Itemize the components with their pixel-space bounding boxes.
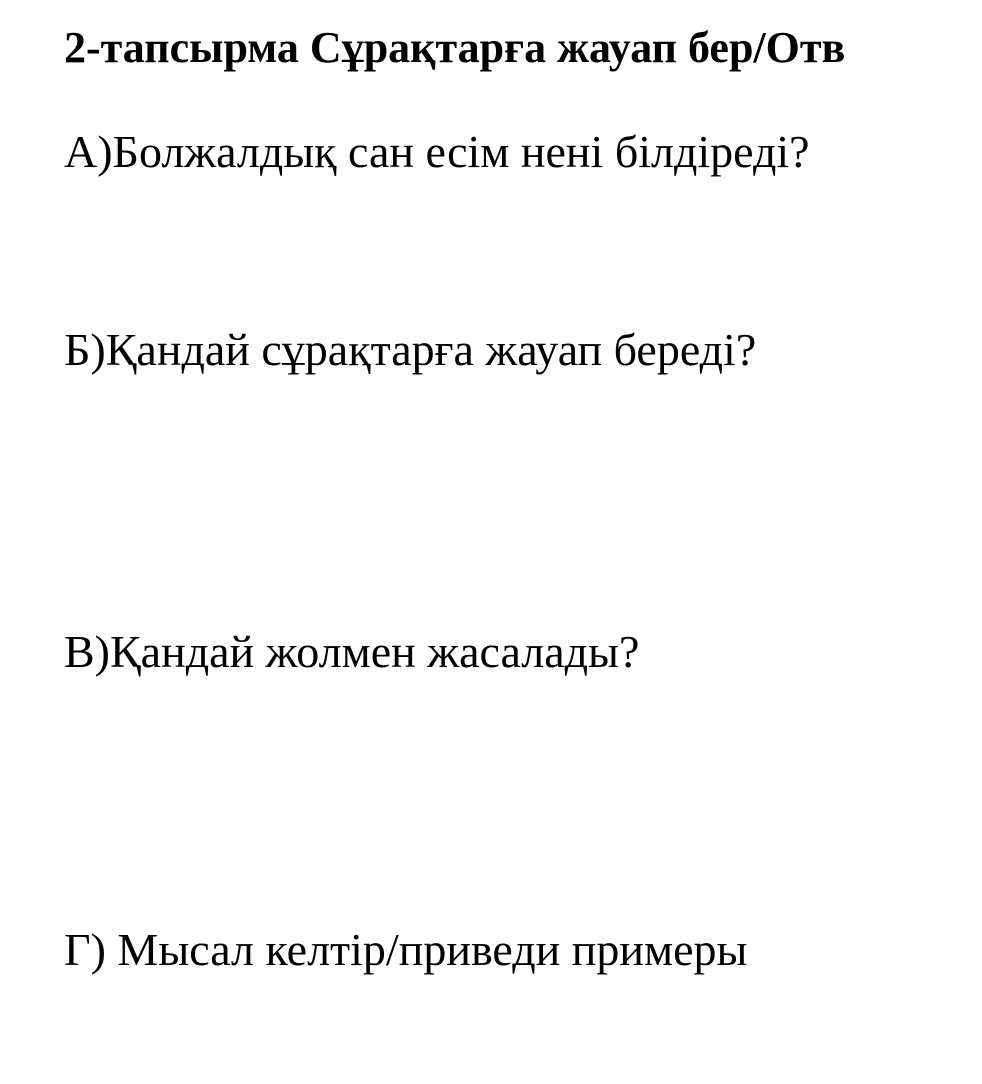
question-b: Б)Қандай сұрақтарға жауап береді? — [64, 324, 757, 375]
question-d: Г) Мысал келтір/приведи примеры — [64, 924, 748, 975]
question-a: А)Болжалдық сан есім нені білдіреді? — [64, 126, 810, 177]
task-title: 2-тапсырма Сұрақтарға жауап бер/Отв — [64, 23, 846, 72]
question-c: В)Қандай жолмен жасалады? — [64, 626, 640, 677]
